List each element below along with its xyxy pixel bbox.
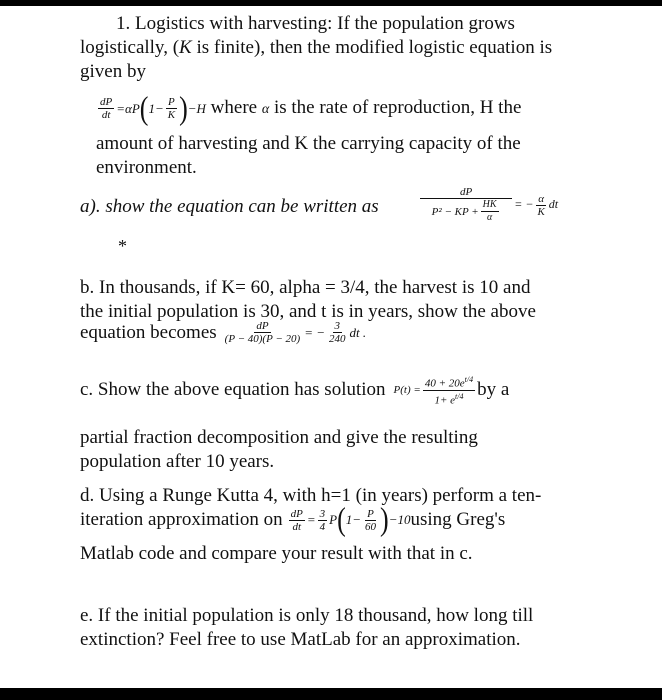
- part-a-denominator: P² − KP +: [431, 205, 479, 218]
- part-a-text: a). show the equation can be written as: [80, 196, 379, 217]
- dp-dt-d: $\frac{dP}{dt}$: [290, 507, 303, 533]
- part-b-equals: = −: [304, 324, 325, 340]
- part-d-one-minus: 1−: [345, 512, 362, 527]
- part-d-text: iteration approximation on: [80, 509, 283, 530]
- eq-minus-h: −H: [187, 101, 206, 116]
- part-b-dt: dt .: [349, 324, 367, 340]
- hk-over-alpha: $\frac{HK}{\alpha}$: [482, 199, 497, 223]
- part-b-fraction: $\frac{dP}{(P - 40)(P - 20)}$: [224, 320, 301, 345]
- problem-intro: [80, 12, 600, 84]
- part-a-equation: [418, 186, 558, 224]
- p-over-60: $\frac{P}{60}$: [365, 507, 377, 533]
- eq-dp-dt: $\frac{dP}{dt}$: [100, 96, 113, 122]
- part-d-equals: =: [306, 512, 316, 527]
- intro-line-1: 1. Logistics with harvesting: If the population grows: [116, 13, 515, 34]
- part-c-line-2: partial fraction decomposition and give the resulting: [80, 427, 478, 448]
- intro-line-3: given by: [80, 61, 146, 82]
- part-b-text: equation becomes: [80, 321, 217, 343]
- intro-line-2: [80, 36, 600, 60]
- three-fourths: $\frac{3}{4}$: [319, 507, 326, 533]
- part-d-p: P: [329, 512, 338, 527]
- part-b-line-2: the initial population is 30, and t is in years, show the above: [80, 301, 536, 322]
- p-of-t: P(t) =: [393, 384, 421, 397]
- alpha-over-k: $\frac{\alpha}{K}$: [537, 192, 545, 218]
- part-d-minus-10: −10: [388, 512, 411, 527]
- eq-p-over-k: $\frac{P}{K}$: [167, 96, 176, 122]
- part-d-line-1: d. Using a Runge Kutta 4, with h=1 (in years) perform a ten-: [80, 485, 542, 506]
- logistic-equation-line: $\frac{dP}{dt}$ =αP(1− $\frac{P}{K}$ )−H where α is the rate of reproduction, H the: [100, 89, 522, 127]
- intro-text: is finite), then the modified logistic equation is: [191, 37, 553, 58]
- part-c-line-3: population after 10 years.: [80, 451, 275, 472]
- alpha-symbol: α: [261, 102, 270, 117]
- star-mark: *: [118, 236, 127, 256]
- part-d-text: using Greg's: [410, 509, 506, 530]
- bottom-border: [0, 688, 662, 700]
- part-c-text: c. Show the above equation has solution: [80, 379, 386, 401]
- part-c-text: by a: [477, 379, 510, 401]
- part-b-line-3: [80, 320, 366, 345]
- k-symbol: K: [179, 37, 192, 58]
- solution-fraction: $\frac{40 + 20e^{t/4}}{1+ e^{t/4}}$: [424, 375, 474, 407]
- three-over-240: $\frac{3}{240}$: [329, 320, 346, 345]
- part-d-line-2: iteration approximation on $\frac{dP}{dt}$ = $\frac{3}{4}$ P ( 1− $\frac{P}{60}$ ) −10 using Greg's: [80, 501, 506, 538]
- top-border: [0, 0, 662, 6]
- part-e-line-2: extinction? Feel free to use MatLab for an approximation.: [80, 629, 521, 650]
- part-e-line-1: e. If the initial population is only 18 thousand, how long till: [80, 605, 534, 626]
- part-a-fraction: dP P² − KP + $\frac{HK}{\alpha}$: [420, 186, 512, 224]
- part-a-dt: dt: [548, 196, 559, 211]
- part-a-equals: = −: [514, 196, 534, 211]
- eq-one-minus: 1−: [148, 101, 164, 116]
- where-text: is the rate of reproduction, H the: [269, 97, 522, 118]
- intro-line-6: environment.: [96, 157, 197, 178]
- part-b-line-1: b. In thousands, if K= 60, alpha = 3/4, the harvest is 10 and: [80, 277, 531, 298]
- eq-alpha-p: =αP: [116, 101, 140, 116]
- where-text: where: [205, 97, 262, 118]
- part-d-line-3: Matlab code and compare your result with that in c.: [80, 543, 473, 564]
- part-c-line-1: [80, 374, 509, 406]
- intro-line-5: amount of harvesting and K the carrying capacity of the: [96, 133, 521, 154]
- intro-text: logistically, (: [80, 37, 180, 58]
